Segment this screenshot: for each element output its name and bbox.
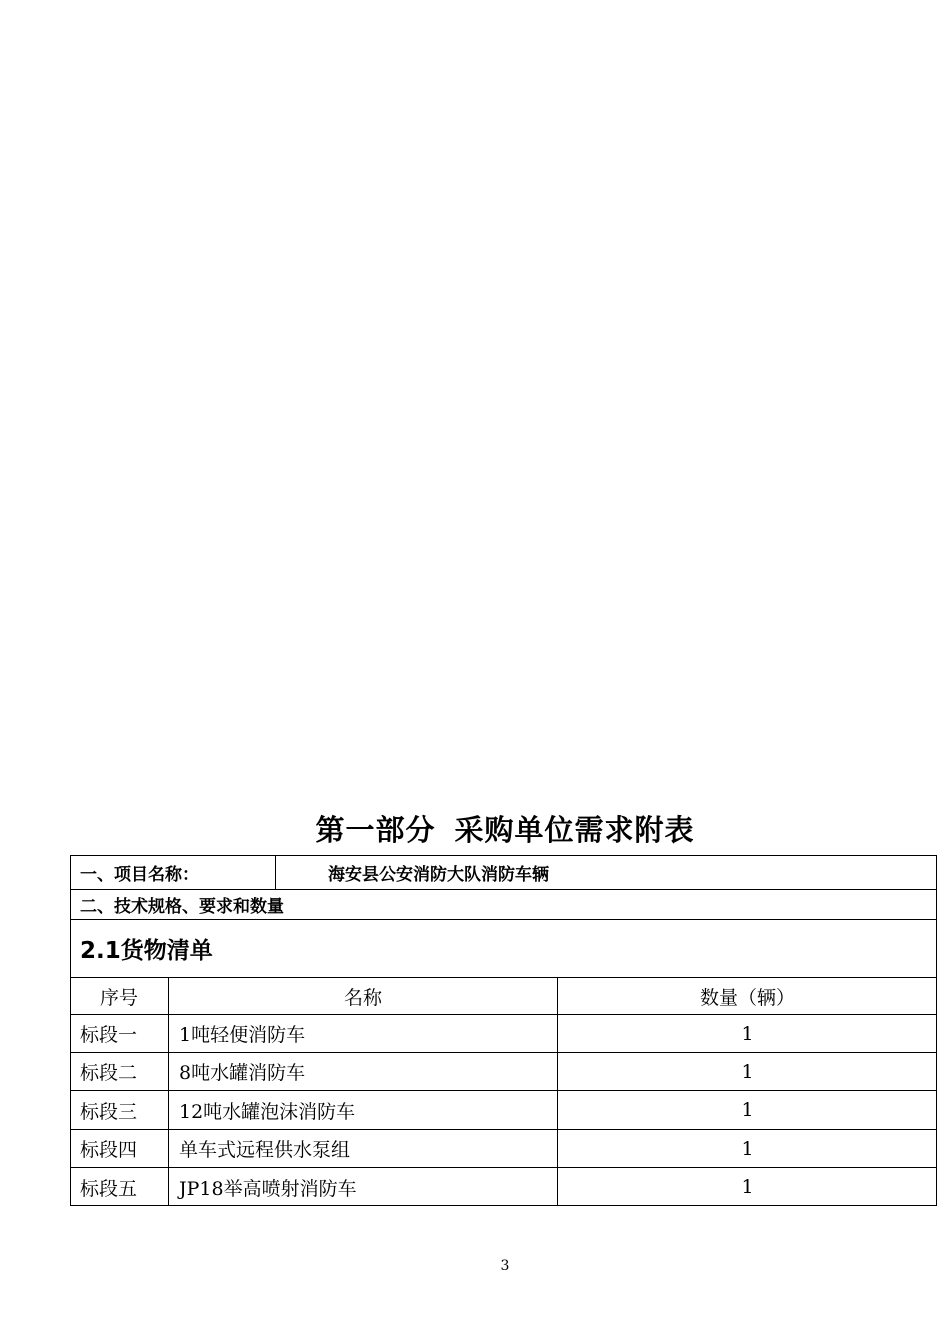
- table-row-qty: 1: [557, 1090, 937, 1129]
- project-name-value: 海安县公安消防大队消防车辆: [275, 855, 937, 889]
- section-heading: 二、技术规格、要求和数量: [70, 889, 937, 919]
- requirements-table: [70, 855, 937, 1206]
- table-row-name: 8吨水罐消防车: [168, 1052, 557, 1090]
- column-header-no: 序号: [70, 977, 168, 1014]
- table-row-name: JP18举高喷射消防车: [168, 1167, 557, 1206]
- project-name-label: 一、项目名称：: [80, 864, 199, 885]
- table-row-no: 标段二: [70, 1052, 168, 1090]
- table-row-name: 12吨水罐泡沫消防车: [168, 1090, 557, 1129]
- table-row-name: 1吨轻便消防车: [168, 1014, 557, 1052]
- table-row-no: 标段四: [70, 1129, 168, 1167]
- table-row-qty: 1: [557, 1014, 937, 1052]
- table-row-no: 标段三: [70, 1090, 168, 1129]
- table-row-no: 标段五: [70, 1167, 168, 1206]
- table-row-name: 单车式远程供水泵组: [168, 1129, 557, 1167]
- page-number: 3: [500, 1258, 510, 1274]
- table-row-qty: 1: [557, 1167, 937, 1206]
- table-row-qty: 1: [557, 1052, 937, 1090]
- goods-list-heading: 2.1货物清单: [70, 919, 937, 977]
- column-header-name: 名称: [168, 977, 557, 1014]
- page-title: 第一部分 采购单位需求附表: [315, 813, 695, 847]
- table-row-qty: 1: [557, 1129, 937, 1167]
- column-header-qty: 数量（辆）: [557, 977, 937, 1014]
- table-row-no: 标段一: [70, 1014, 168, 1052]
